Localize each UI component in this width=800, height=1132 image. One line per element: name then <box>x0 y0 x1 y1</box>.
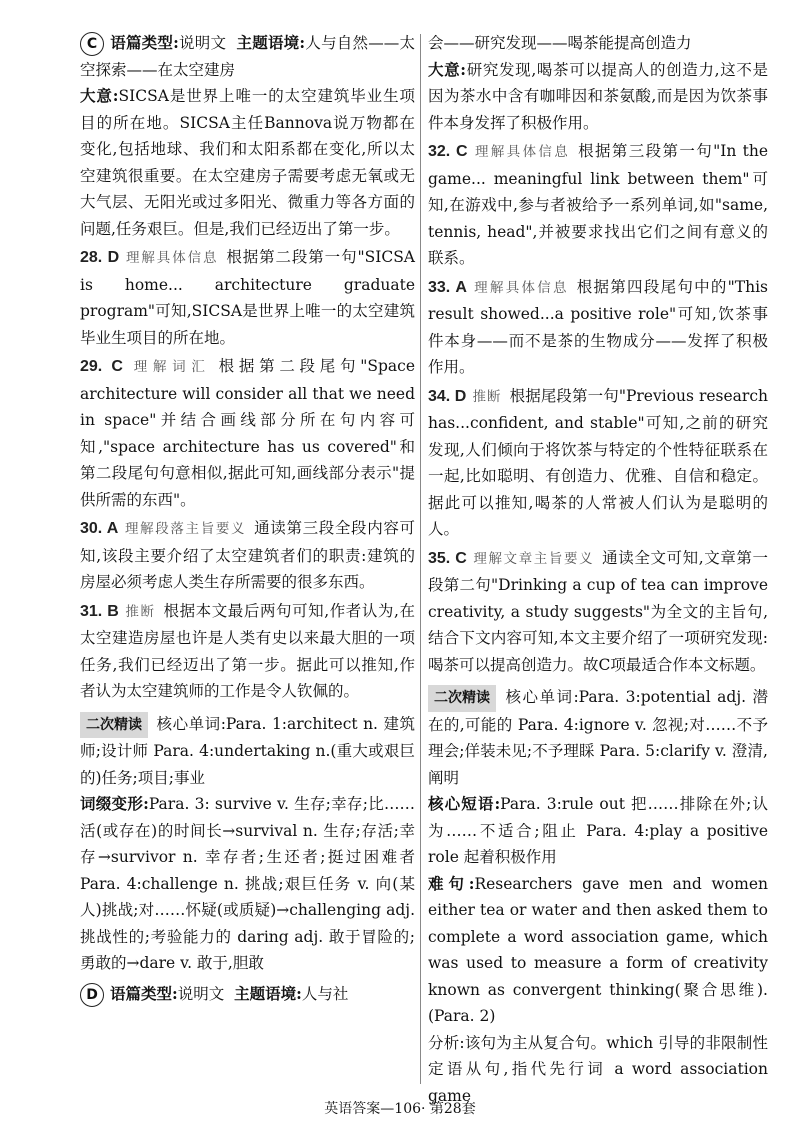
question-explanation: 根据第二段尾句"Space architecture will consider all that we need in space"并结合画线部分所在句内容可知,"space architecture has us covered"和第二段尾句句意相似,据此可知,画线部分表示"提供所需的东西"。 <box>80 357 416 509</box>
question-number: 28. D <box>80 249 120 266</box>
type-label: 语篇类型: <box>110 33 179 52</box>
question-tag: 推断 <box>124 603 156 620</box>
question-29 <box>80 353 415 513</box>
second-read-c-affix <box>80 791 415 977</box>
affix-label: 词缀变形: <box>80 794 149 813</box>
passage-d-summary <box>428 57 768 137</box>
question-34 <box>428 383 768 543</box>
summary-label: 大意: <box>80 86 119 105</box>
second-read-d-hard-sentence <box>428 871 768 1030</box>
question-number: 34. D <box>428 387 467 405</box>
question-explanation: 通读全文可知,文章第一段第二句"Drinking a cup of tea can improve creativity, a study suggests"为全文的主旨句,结合下文内容可知,本文主要介绍了一项研究发现:喝茶可以提高创造力。故C项最适合作本文标题。 <box>428 548 769 674</box>
type-value: 说明文 <box>177 984 225 1003</box>
column-divider <box>420 34 421 1084</box>
theme-label: 主题语境: <box>236 33 306 52</box>
right-column <box>428 30 768 1109</box>
second-read-badge: 二次精读 <box>80 712 148 739</box>
second-read-badge: 二次精读 <box>428 685 496 712</box>
left-column <box>80 30 415 1007</box>
theme-value: 人与社 <box>301 984 349 1003</box>
phrases-text: Para. 3:rule out 把……排除在外;认为……不适合;阻止 Para. 4:play a positive role 起着积极作用 <box>428 795 768 866</box>
question-number: 29. C <box>80 358 123 375</box>
summary-text: 研究发现,喝茶可以提高人的创造力,这不是因为茶水中含有咖啡因和茶氨酸,而是因为饮茶事件本身发挥了积极作用。 <box>428 60 768 132</box>
summary-text: SICSA是世界上唯一的太空建筑毕业生项目的所在地。SICSA主任Bannova说万物都在变化,包括地球、我们和太阳系都在变化,所以太空建筑很重要。在太空建房子需要考虑无氧或无大气层、无阳光或过多阳光、微重力等各方面的问题,任务艰巨。但是,我们已经迈出了第一步。 <box>80 87 415 238</box>
question-number: 35. C <box>428 549 467 567</box>
question-tag: 理解词汇 <box>128 359 211 375</box>
question-explanation: 根据本文最后两句可知,作者认为,在太空建造房屋也许是人类有史以来最大胆的一项任务,我们已经迈出了第一步。据此可以推知,作者认为太空建筑师的工作是令人钦佩的。 <box>80 601 415 700</box>
question-explanation: 根据第三段第一句"In the game... meaningful link between them"可知,在游戏中,参与者被给予一系列单词,如"same, tennis, head",并被要求找出它们之间有意义的联系。 <box>428 142 769 267</box>
question-tag: 理解文章主旨要义 <box>472 550 595 567</box>
phrases-label: 核心短语: <box>428 794 501 813</box>
second-read-d-phrases <box>428 791 768 871</box>
question-tag: 理解段落主旨要义 <box>124 521 247 537</box>
second-read-c-core <box>80 711 415 792</box>
type-value: 说明文 <box>178 34 227 52</box>
second-read-d-core <box>428 684 768 791</box>
type-label: 语篇类型: <box>110 983 178 1003</box>
passage-c-summary <box>80 83 415 242</box>
question-explanation: 根据尾段第一句"Previous research has...confident, and stable"可知,之前的研究发现,人们倾向于将饮茶与特定的个性特征联系在一起,比如聪明、有创造力、优雅、自信和稳定。据此可以推知,喝茶的人常被人们认为是聪明的人。 <box>428 386 768 538</box>
passage-c-marker: C <box>80 32 104 56</box>
analysis-text: 该句为主从复合句。which 引导的非限制性定语从句,指代先行词 a word association game <box>428 1033 768 1105</box>
question-31 <box>80 598 415 705</box>
question-explanation: 根据第二段第一句"SICSA is home... architecture graduate program"可知,SICSA是世界上唯一的太空建筑毕业生项目的所在地。 <box>80 248 416 347</box>
affix-text: Para. 3: survive v. 生存;幸存;比……活(或存在)的时间长→survival n. 生存;存活;幸存→survivor n. 幸存者;生还者;挺过困难者 Para. 4:challenge n. 挑战;艰巨任务 v. 向(某人)挑战;对……怀疑(或质疑)→challenging adj. 挑战性的;考验能力的 daring adj. 敢于冒险的;勇敢的→dare v. 敢于,胆敢 <box>80 795 415 972</box>
passage-d-header <box>80 981 415 1008</box>
hard-sentence-text: Researchers gave men and women either tea or water and then asked them to complete a word association game, which was used to measure a form of creativity known as convergent thinking(聚合思维). (Para. 2) <box>428 874 768 1025</box>
core-words: 核心单词:Para. 1:architect n. 建筑师;设计师 Para. 4:undertaking n.(重大或艰巨的)任务;项目;事业 <box>80 714 415 787</box>
question-number: 30. A <box>80 520 119 537</box>
question-tag: 推断 <box>472 388 502 405</box>
core-words: 核心单词:Para. 3:potential adj. 潜在的,可能的 Para. 4:ignore v. 忽视;对……不予理会;佯装未见;不予理睬 Para. 5:clarify v. 澄清,阐明 <box>428 688 768 787</box>
question-tag: 理解具体信息 <box>125 250 219 266</box>
question-35 <box>428 545 768 679</box>
passage-d-theme-continued: 会——研究发现——喝茶能提高创造力 <box>428 34 692 52</box>
hard-sentence-label: 难句: <box>428 873 475 893</box>
question-32 <box>428 138 768 272</box>
question-33 <box>428 274 768 381</box>
passage-c-header <box>80 30 415 83</box>
theme-value: 人与自然——太空探索——在太空建房 <box>80 34 415 79</box>
question-tag: 理解具体信息 <box>473 144 571 160</box>
question-number: 33. A <box>428 278 467 296</box>
theme-label: 主题语境: <box>234 983 302 1003</box>
question-number: 32. C <box>428 143 468 160</box>
analysis-label: 分析: <box>428 1033 465 1052</box>
question-number: 31. B <box>80 602 119 620</box>
question-explanation: 根据第四段尾句中的"This result showed...a positive role"可知,饮茶事件本身——而不是茶的生物成分——发挥了积极作用。 <box>428 277 768 376</box>
question-explanation: 通读第三段全段内容可知,该段主要介绍了太空建筑者们的职责:建筑的房屋必须考虑人类生存所需要的很多东西。 <box>80 519 415 591</box>
question-28 <box>80 244 415 351</box>
page-footer: 英语答案—106· 第28套 <box>324 1101 476 1117</box>
question-tag: 理解具体信息 <box>472 279 569 296</box>
question-30 <box>80 515 415 596</box>
summary-label: 大意: <box>428 59 467 79</box>
passage-d-marker: D <box>80 983 104 1007</box>
